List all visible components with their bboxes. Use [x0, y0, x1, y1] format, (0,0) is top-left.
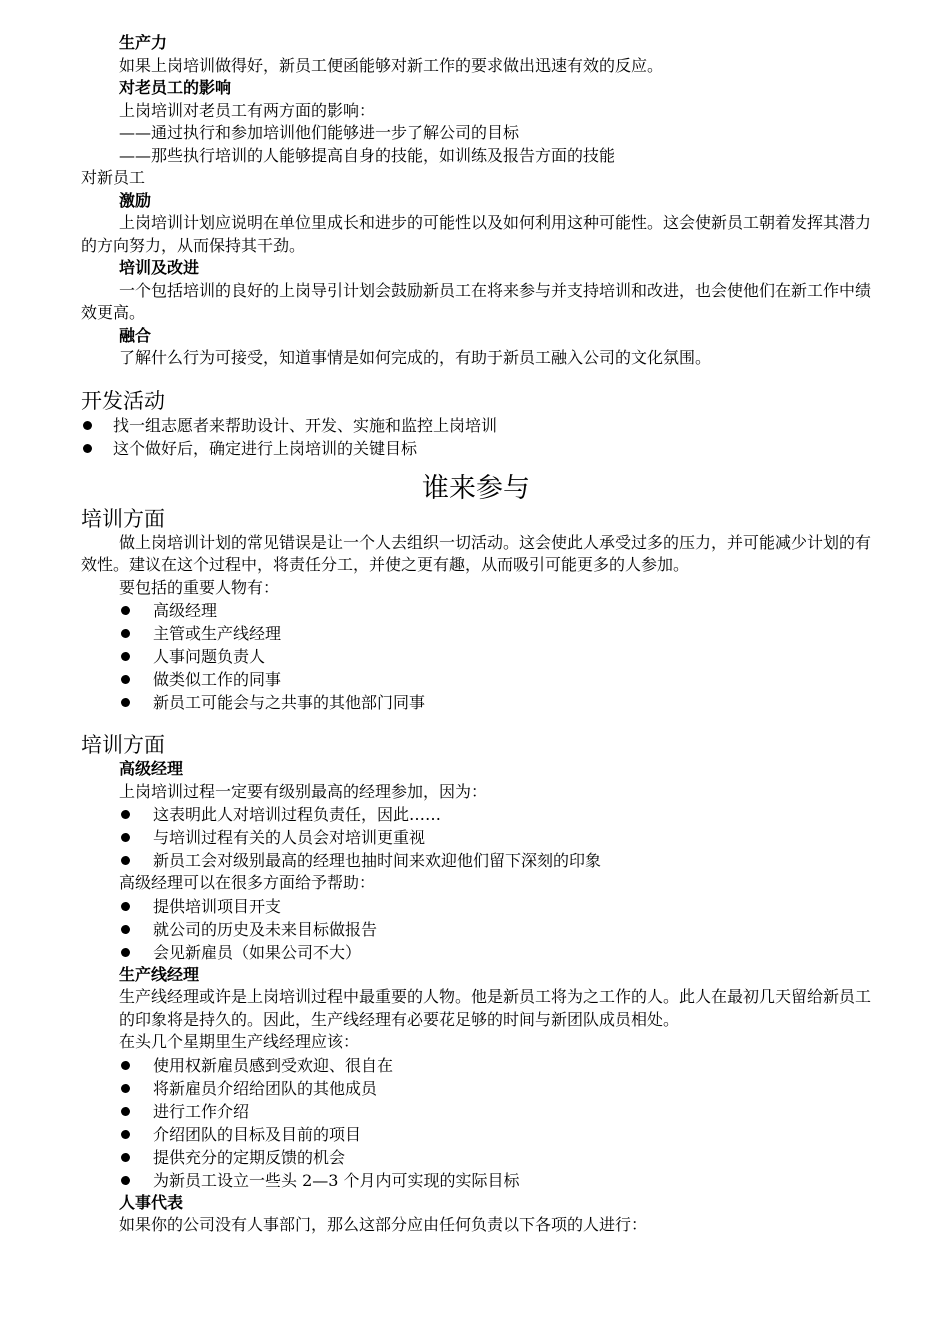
- list-item: 会见新雇员（如果公司不大）: [81, 941, 871, 964]
- list-item: 新员工会对级别最高的经理也抽时间来欢迎他们留下深刻的印象: [81, 849, 871, 872]
- bullet-icon: [121, 606, 130, 615]
- section-title-training-1: 培训方面: [81, 506, 165, 531]
- list-item: 主管或生产线经理: [81, 622, 871, 645]
- paragraph-productivity: 如果上岗培训做得好，新员工便函能够对新工作的要求做出迅速有效的反应。: [119, 55, 664, 75]
- bullet-icon: [121, 1107, 130, 1116]
- heading-line-manager: 生产线经理: [119, 964, 200, 984]
- bullet-icon: [121, 948, 130, 957]
- section-title-training-2: 培训方面: [81, 733, 165, 757]
- list-item: 为新员工设立一些头 2—3 个月内可实现的实际目标: [81, 1169, 871, 1192]
- dash-item-2: ——那些执行培训的人能够提高自身的技能，如训练及报告方面的技能: [119, 145, 616, 165]
- bullet-icon: [121, 833, 130, 842]
- bullet-icon: [121, 1084, 130, 1093]
- bullet-icon: [83, 421, 92, 430]
- heading-improvement: 培训及改进: [119, 258, 200, 277]
- heading-old-staff: 对老员工的影响: [119, 78, 232, 97]
- paragraph-senior-help: 高级经理可以在很多方面给予帮助：: [119, 873, 376, 892]
- document-page: [81, 32, 871, 1237]
- paragraph-line-manager-should: 在头几个星期里生产线经理应该：: [119, 1032, 360, 1051]
- subheading-new-staff: 对新员工: [81, 168, 146, 187]
- list-item: 做类似工作的同事: [81, 668, 871, 691]
- bullet-icon: [121, 810, 130, 819]
- paragraph-motivation: 上岗培训计划应说明在单位里成长和进步的可能性以及如何利用这种可能性。这会使新员工朝着发挥其潜力的方向努力，从而保持其干劲。: [81, 213, 872, 255]
- list-item: 高级经理: [81, 599, 871, 622]
- heading-productivity: 生产力: [119, 33, 168, 52]
- list-item: 提供培训项目开支: [81, 895, 871, 918]
- bullet-icon: [121, 698, 130, 707]
- list-item: 将新雇员介绍给团队的其他成员: [81, 1077, 871, 1100]
- bullet-icon: [121, 902, 130, 911]
- list-item: 进行工作介绍: [81, 1100, 871, 1123]
- bullet-icon: [121, 652, 130, 661]
- bullet-icon: [121, 1061, 130, 1070]
- list-item: 找一组志愿者来帮助设计、开发、实施和监控上岗培训: [81, 414, 871, 437]
- bullet-icon: [121, 1153, 130, 1162]
- list-item: 介绍团队的目标及目前的项目: [81, 1123, 871, 1146]
- bullet-icon: [121, 675, 130, 684]
- paragraph-integration: 了解什么行为可接受，知道事情是如何完成的，有助于新员工融入公司的文化氛围。: [119, 348, 712, 367]
- list-item: 与培训过程有关的人员会对培训更重视: [81, 826, 871, 849]
- paragraph-line-manager: 生产线经理或许是上岗培训过程中最重要的人物。他是新员工将为之工作的人。此人在最初几天留给新员工的印象将是持久的。因此，生产线经理有必要花足够的时间与新团队成员相处。: [119, 987, 872, 1029]
- list-item: 这个做好后，确定进行上岗培训的关键目标: [81, 437, 871, 460]
- paragraph-old-staff: 上岗培训对老员工有两方面的影响：: [119, 100, 376, 120]
- bullet-icon: [121, 925, 130, 934]
- list-item: 使用权新雇员感到受欢迎、很自在: [81, 1054, 871, 1077]
- list-item: 人事问题负责人: [81, 645, 871, 668]
- bullet-icon: [83, 444, 92, 453]
- paragraph-hr-rep: 如果你的公司没有人事部门，那么这部分应由任何负责以下各项的人进行：: [119, 1215, 648, 1234]
- paragraph-improvement: 一个包括培训的良好的上岗导引计划会鼓励新员工在将来参与并支持培训和改进，也会使他们在新工作中绩效更高。: [81, 280, 872, 322]
- list-item: 这表明此人对培训过程负责任，因此……: [81, 803, 871, 826]
- bullet-icon: [121, 1130, 130, 1139]
- heading-senior-manager: 高级经理: [119, 759, 184, 778]
- list-item: 提供充分的定期反馈的机会: [81, 1146, 871, 1169]
- paragraph-common-mistake: 做上岗培训计划的常见错误是让一个人去组织一切活动。这会使此人承受过多的压力，并可能减少计划的有效性。建议在这个过程中，将责任分工，并使之更有趣，从而吸引可能更多的人参加。: [81, 532, 872, 574]
- list-item: 就公司的历史及未来目标做报告: [81, 918, 871, 941]
- heading-hr-rep: 人事代表: [119, 1192, 184, 1212]
- section-title-dev: 开发活动: [81, 388, 165, 413]
- bullet-icon: [121, 629, 130, 638]
- heading-integration: 融合: [119, 325, 152, 345]
- bullet-icon: [121, 856, 130, 865]
- list-item: 新员工可能会与之共事的其他部门同事: [81, 691, 871, 714]
- dash-item-1: ——通过执行和参加培训他们能够进一步了解公司的目标: [119, 123, 520, 142]
- bullet-icon: [121, 1176, 130, 1185]
- heading-motivation: 激励: [119, 190, 152, 210]
- paragraph-key-people: 要包括的重要人物有：: [119, 577, 280, 597]
- paragraph-senior-manager: 上岗培训过程一定要有级别最高的经理参加，因为：: [119, 781, 488, 801]
- chapter-title-who: 谁来参与: [422, 472, 530, 504]
